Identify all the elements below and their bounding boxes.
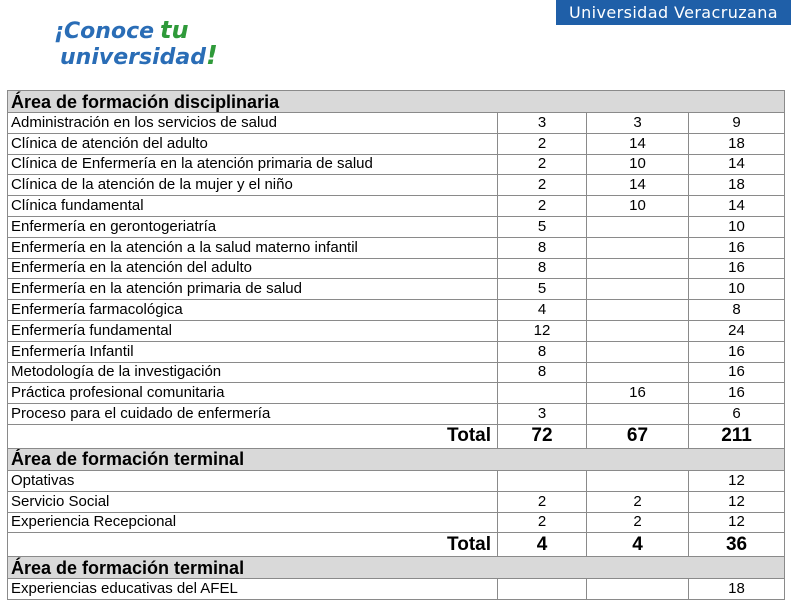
course-name-cell: Administración en los servicios de salud (8, 113, 498, 134)
value-cell-1: 12 (498, 320, 587, 341)
logo-universidad-text: universidad (60, 45, 206, 70)
value-cell-1: 3 (498, 404, 587, 425)
table-row (8, 404, 785, 425)
value-cell-3: 12 (689, 491, 785, 512)
value-cell-2 (587, 579, 689, 600)
value-cell-3: 16 (689, 383, 785, 404)
value-cell-1 (498, 383, 587, 404)
course-name-cell: Enfermería en la atención del adulto (8, 258, 498, 279)
course-name-cell: Enfermería Infantil (8, 341, 498, 362)
total-row (8, 424, 785, 448)
credits-table-body (8, 91, 785, 600)
table-row (8, 300, 785, 321)
table-row (8, 362, 785, 383)
value-cell-3: 16 (689, 362, 785, 383)
logo-exclamation: ! (205, 41, 218, 71)
total-value-3: 211 (689, 424, 785, 448)
course-name-cell: Clínica de Enfermería en la atención primaria de salud (8, 154, 498, 175)
table-row (8, 216, 785, 237)
credits-table (7, 90, 785, 600)
table-row (8, 341, 785, 362)
value-cell-2 (587, 470, 689, 491)
course-name-cell: Servicio Social (8, 491, 498, 512)
value-cell-1 (498, 470, 587, 491)
table-row (8, 237, 785, 258)
value-cell-2 (587, 237, 689, 258)
total-value-2: 4 (587, 533, 689, 557)
section-title: Área de formación terminal (8, 557, 785, 579)
value-cell-2: 10 (587, 196, 689, 217)
course-name-cell: Práctica profesional comunitaria (8, 383, 498, 404)
section-title: Área de formación terminal (8, 448, 785, 470)
value-cell-3: 10 (689, 279, 785, 300)
value-cell-2: 14 (587, 175, 689, 196)
value-cell-1: 2 (498, 175, 587, 196)
value-cell-3: 12 (689, 512, 785, 533)
course-name-cell: Enfermería en la atención primaria de salud (8, 279, 498, 300)
table-row (8, 579, 785, 600)
table-row (8, 470, 785, 491)
table-row (8, 258, 785, 279)
value-cell-2 (587, 320, 689, 341)
value-cell-2 (587, 216, 689, 237)
table-row (8, 196, 785, 217)
value-cell-3: 18 (689, 579, 785, 600)
value-cell-2: 16 (587, 383, 689, 404)
value-cell-2: 2 (587, 491, 689, 512)
value-cell-2: 3 (587, 113, 689, 134)
total-value-3: 36 (689, 533, 785, 557)
conoce-tu-universidad-logo (54, 18, 218, 70)
value-cell-2: 14 (587, 133, 689, 154)
section-header-row (8, 557, 785, 579)
course-name-cell: Clínica de atención del adulto (8, 133, 498, 154)
table-row (8, 491, 785, 512)
logo-tu-text: tu (160, 16, 189, 44)
value-cell-3: 18 (689, 133, 785, 154)
value-cell-2 (587, 258, 689, 279)
value-cell-2 (587, 362, 689, 383)
value-cell-3: 18 (689, 175, 785, 196)
value-cell-3: 10 (689, 216, 785, 237)
value-cell-3: 14 (689, 196, 785, 217)
value-cell-3: 14 (689, 154, 785, 175)
total-label: Total (8, 424, 498, 448)
course-name-cell: Proceso para el cuidado de enfermería (8, 404, 498, 425)
value-cell-2 (587, 300, 689, 321)
course-name-cell: Optativas (8, 470, 498, 491)
course-name-cell: Enfermería farmacológica (8, 300, 498, 321)
brand-header (0, 0, 791, 88)
course-name-cell: Enfermería en la atención a la salud materno infantil (8, 237, 498, 258)
section-header-row (8, 448, 785, 470)
total-value-1: 4 (498, 533, 587, 557)
value-cell-1: 2 (498, 196, 587, 217)
table-row (8, 154, 785, 175)
course-name-cell: Experiencias educativas del AFEL (8, 579, 498, 600)
value-cell-1: 2 (498, 133, 587, 154)
course-name-cell: Experiencia Recepcional (8, 512, 498, 533)
value-cell-1: 5 (498, 216, 587, 237)
total-value-2: 67 (587, 424, 689, 448)
course-name-cell: Enfermería fundamental (8, 320, 498, 341)
value-cell-1: 8 (498, 258, 587, 279)
value-cell-1: 4 (498, 300, 587, 321)
university-banner: Universidad Veracruzana (556, 0, 791, 25)
value-cell-3: 8 (689, 300, 785, 321)
value-cell-1: 2 (498, 512, 587, 533)
course-name-cell: Metodología de la investigación (8, 362, 498, 383)
value-cell-2 (587, 341, 689, 362)
value-cell-1: 5 (498, 279, 587, 300)
value-cell-1: 2 (498, 154, 587, 175)
total-label: Total (8, 533, 498, 557)
value-cell-2: 2 (587, 512, 689, 533)
value-cell-1: 2 (498, 491, 587, 512)
value-cell-1: 8 (498, 341, 587, 362)
value-cell-1: 8 (498, 237, 587, 258)
value-cell-2 (587, 279, 689, 300)
value-cell-3: 12 (689, 470, 785, 491)
value-cell-3: 16 (689, 237, 785, 258)
value-cell-2: 10 (587, 154, 689, 175)
total-row (8, 533, 785, 557)
course-name-cell: Enfermería en gerontogeriatría (8, 216, 498, 237)
table-row (8, 383, 785, 404)
logo-conoce-text: ¡Conoce (54, 19, 155, 44)
table-row (8, 512, 785, 533)
value-cell-3: 16 (689, 258, 785, 279)
value-cell-3: 16 (689, 341, 785, 362)
value-cell-1 (498, 579, 587, 600)
value-cell-1: 8 (498, 362, 587, 383)
value-cell-3: 24 (689, 320, 785, 341)
value-cell-3: 9 (689, 113, 785, 134)
table-row (8, 320, 785, 341)
course-name-cell: Clínica fundamental (8, 196, 498, 217)
section-title: Área de formación disciplinaria (8, 91, 785, 113)
total-value-1: 72 (498, 424, 587, 448)
course-name-cell: Clínica de la atención de la mujer y el niño (8, 175, 498, 196)
table-row (8, 113, 785, 134)
section-header-row (8, 91, 785, 113)
table-row (8, 133, 785, 154)
table-row (8, 175, 785, 196)
table-row (8, 279, 785, 300)
value-cell-2 (587, 404, 689, 425)
value-cell-3: 6 (689, 404, 785, 425)
value-cell-1: 3 (498, 113, 587, 134)
